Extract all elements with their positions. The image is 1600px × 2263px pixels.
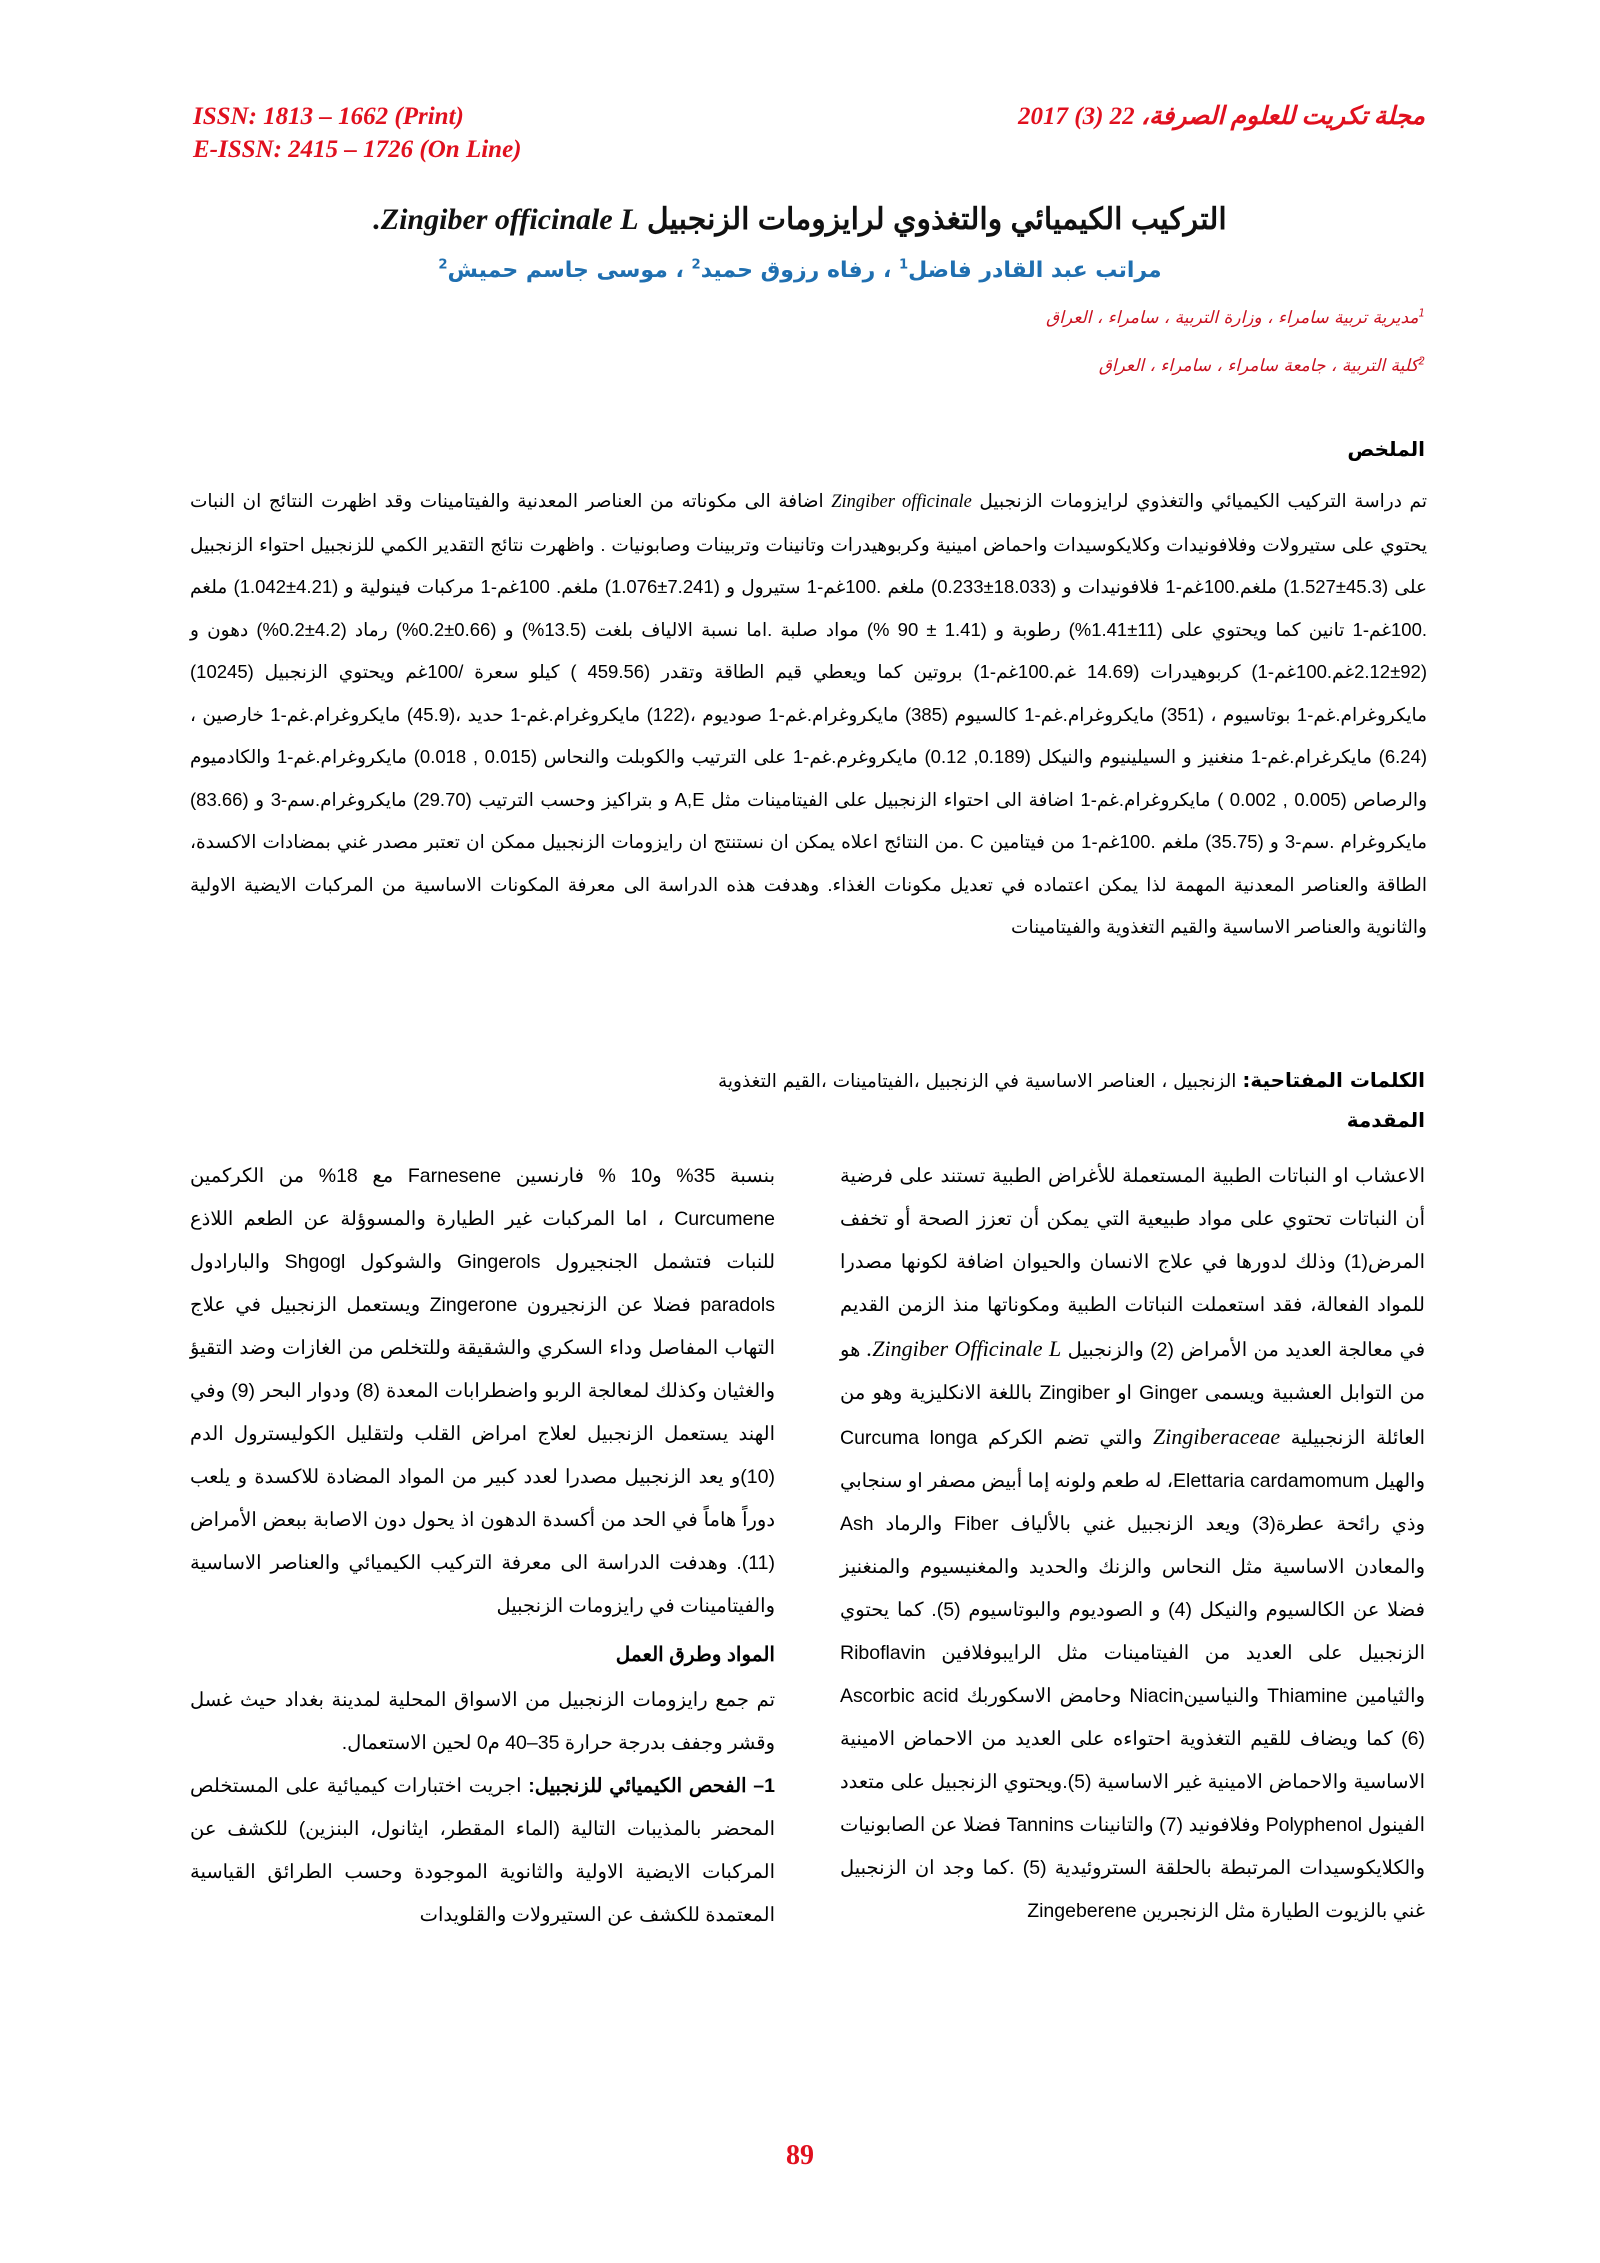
intro-text: الاعشاب او النباتات الطبية المستعملة للأغراض الطبية تستند على فرضية أن النباتات تحتوي على مواد طبيعية التي يمكن أن تعزز الصحة أو تخفف المرض(1) وذلك لدورها في علاج الانسان والحيوان اضافة لكونها مصدرا للمواد الفعالة، فقد استعملت النباتات الطبية ومكوناتها منذ الزمن القديم في معالجة العديد من الأمراض (2) والزنجبيل <box>840 1165 1426 1361</box>
issn-print: ISSN: 1813 – 1662 (Print) <box>193 103 464 130</box>
affiliation-1 <box>825 308 1425 328</box>
abstract-heading: الملخص <box>1347 437 1425 461</box>
keywords-text: الزنجبيل ، العناصر الاساسية في الزنجبيل ،الفيتامينات ،القيم التغذوية <box>717 1071 1237 1092</box>
family-name: Zingiberaceae <box>1153 1424 1281 1449</box>
species-name: Zingiber Officinale L. <box>866 1336 1062 1361</box>
author-list: مراتب عبد القادر فاضل$^1$ ، رفاه رزوق حميد$^2$ ، موسى جاسم حميش$^2$ <box>438 257 1162 283</box>
affiliation-number: 2 <box>1418 356 1425 368</box>
methods-text: اجريت اختبارات كيميائية على المستخلص المحضر بالمذيبات التالية (الماء المقطر، ايثانول، البنزين) للكشف عن المركبات الايضية الاولية والثانوية الموجودة وحسب الطرائق القياسية المعتمدة للكشف عن الستيرولات والقلويدات <box>190 1775 775 1926</box>
title-arabic: التركيب الكيميائي والتغذوي لرايزومات الزنجبيل <box>646 203 1227 236</box>
article-title <box>180 202 1420 237</box>
abstract-results: واظهرت نتائج التقدير الكمي للزنجبيل احتواء الزنجبيل على (45.3±1.527) ملغم.100غم-1 فلافونيدات و (18.033±0.233) ملغم .100غم-1 ستيرول و (7.241±1.076) ملغم. 100غم-1 مركبات فينولية و (4.21±1.042) ملغم .100غم-1 تانين كما ويحتوي على (11±1.41%) رطوبة و (1.41 ± 90 %) مواد صلبة .اما نسبة الالياف بلغت (13.5%) و (0.66±0.2%) رماد (4.2±0.2%) دهون و (92±2.12غم.100غم-1) كربوهيدرات (14.69 غم.100غم-1) بروتين كما ويعطي قيم الطاقة وتقدر (459.56 ) كيلو سعرة /100غم ويحتوي الزنجبيل (10245) مايكروغرام.غم-1 بوتاسيوم ، (351) مايكروغرام.غم-1 كالسيوم (385) مايكروغرام.غم-1 صوديوم ،(122) مايكروغرام.غم-1 حديد ،(45.9) مايكروغرام.غم-1 خارصين ،(6.24) مايكرغرام.غم-1 منغنيز و السيلينيوم والنيكل (0.189, 0.12) مايكروغرم.غم-1 على الترتيب والكوبلت والنحاس (0.015 , 0.018) مايكروغرام.غم-1 والكادميوم والرصاص (0.005 , 0.002 ) مايكروغرام.غم-1 اضافة الى احتواء الزنجبيل على الفيتامينات مثل A,E و بتراكيز وحسب الترتيب (29.70) مايكروغرام.سم-3 و (83.66) مايكروغرام .سم-3 و (35.75) ملغم .100غم-1 من فيتامين C .من النتائج اعلاه يمكن ان نستنتج ان رايزومات الزنجبيل ممكن ان تعتبر مصدر غني بمضادات الاكسدة، الطاقة والعناصر المعدنية المهمة لذا يمكن اعتماده في تعديل مكونات الغذاء. وهدفت هذه الدراسة الى معرفة المكونات الاساسية من المركبات الايضية الاولية والثانوية والعناصر الاساسية والقيم التغذوية والفيتامينات <box>190 533 1428 937</box>
author-name: رفاه رزوق حميد <box>700 258 876 283</box>
methods-subheading: 1– الفحص الكيميائي للزنجبيل: <box>528 1775 775 1797</box>
methods-text: تم جمع رايزومات الزنجبيل من الاسواق المحلية لمدينة بغداد حيث غسل وقشر وجفف بدرجة حرارة 35–40 م0 لحين الاستعمال. <box>190 1689 775 1754</box>
affiliation-number: 1 <box>1418 308 1425 320</box>
affiliation-text: كلية التربية ، جامعة سامراء ، سامراء ، العراق <box>1098 356 1419 376</box>
author-affiliation-mark: 2 <box>691 257 701 273</box>
introduction-heading: المقدمة <box>1346 1108 1425 1132</box>
keywords <box>718 1068 1425 1092</box>
abstract-species-name: Zingiber officinale <box>831 492 972 512</box>
title-latin: Zingiber officinale L. <box>373 203 639 236</box>
abstract-body <box>190 480 1427 949</box>
journal-citation: مجلة تكريت للعلوم الصرفة، 22 (3) 2017 <box>1017 103 1425 130</box>
author-affiliation-mark: 1 <box>898 257 909 273</box>
affiliation-2 <box>825 356 1425 376</box>
abstract-text: اضافة الى مكوناته من العناصر المعدنية والفيتامينات وقد اظهرت النتائج ان النبات يحتوي على ستيرولات وفلافونيدات وكلايكوسيدات واحماض امينية وكربوهيدرات وتانينات وتربينات وصابونيات . <box>190 490 1428 555</box>
introduction-left-column <box>190 1155 775 1937</box>
author-name: مراتب عبد القادر فاضل <box>908 258 1162 283</box>
affiliation-text: مديرية تربية سامراء ، وزارة التربية ، سامراء ، العراق <box>1046 308 1419 328</box>
intro-text: والتي تضم الكركم Curcuma longa والهيل Elettaria cardamomum، له طعم ولونه إما أبيض مصفر او سنجابي وذي رائحة عطرة(3) ويعد الزنجبيل غني بالألياف Fiber والرماد Ash والمعادن الاساسية مثل النحاس والزنك والحديد والمغنيسيوم والمنغنيز فضلا عن الكالسيوم والنيكل (4) و الصوديوم والبوتاسيوم (5). كما يحتوي الزنجبيل على العديد من الفيتامينات مثل الرايبوفلافين Riboflavin والثيامين Thiamine والنياسينNiacin وحامض الاسكوربك Ascorbic acid (6) كما ويضاف للقيم التغذوية احتواءه على العديد من الاحماض الامينية الاساسية والاحماض الامينية غير الاساسية (5).ويحتوي الزنجبيل على متعدد الفينول Polyphenol وفلافونيد (7) والتانينات Tannins فضلا عن الصابونيات والكلايكوسيدات المرتبطة بالحلقة الستروئيدية (5) .كما وجد ان الزنجبيل غني بالزيوت الطيارة مثل الزنجبرين Zingeberene <box>840 1427 1426 1922</box>
page-number: 89 <box>786 2140 814 2171</box>
methods-heading: المواد وطرق العمل <box>615 1644 775 1666</box>
abstract-text: تم دراسة التركيب الكيميائي والتغذوي لرايزومات الزنجبيل <box>979 490 1427 511</box>
keywords-label: الكلمات المفتاحية: <box>1242 1068 1425 1092</box>
intro-text: هو من التوابل العشبية ويسمى Ginger او Zingiber باللغة الانكليزية وهو من العائلة الزنجبيلية <box>840 1339 1426 1449</box>
intro-continued-text: بنسبة 35% و10 % فارنسين Farnesene مع 18% من الكركمين Curcumene ، اما المركبات غير الطيارة والمسوؤلة عن الطعم اللاذع للنبات فتشمل الجنجيرول Gingerols والشوكول Shgogl والبارادول paradols فضلا عن الزنجيرون Zingerone ويستعمل الزنجبيل في علاج التهاب المفاصل وداء السكري والشقيقة وللتخلص من الغازات وضد التقيؤ والغثيان وكذلك لمعالجة الربو واضطرابات المعدة (8) ودوار البحر (9) وفي الهند يستعمل الزنجبيل لعلاج امراض القلب ولتقليل الكوليسترول الدم (10)و يعد الزنجبيل مصدرا لعدد كبير من المواد المضادة للاكسدة و يلعب دوراً هاماً في الحد من أكسدة الدهون اذ يحول دون الاصابة ببعض الأمراض (11). وهدفت الدراسة الى معرفة التركيب الكيميائي والعناصر الاساسية والفيتامينات في رايزومات الزنجبيل <box>190 1165 776 1617</box>
introduction-right-column <box>840 1155 1425 1933</box>
author-affiliation-mark: 2 <box>438 257 448 273</box>
author-name: موسى جاسم حميش <box>447 258 668 283</box>
issn-block <box>193 100 713 166</box>
issn-online: E-ISSN: 2415 – 1726 (On Line) <box>193 136 522 163</box>
